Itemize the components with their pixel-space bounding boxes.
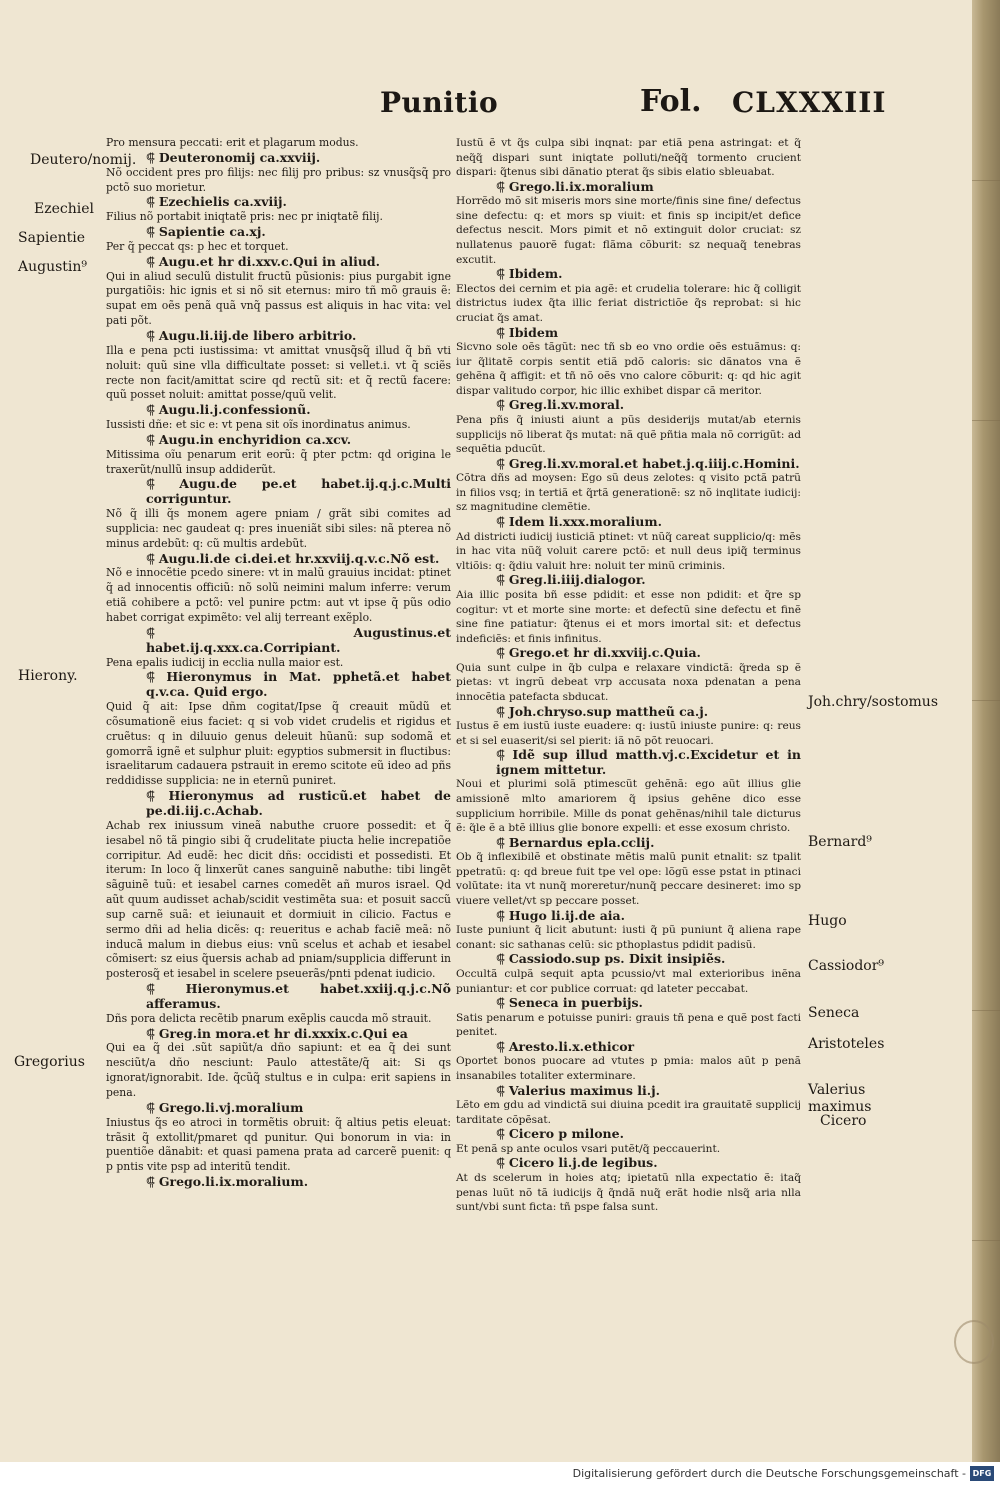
margin-note-johannes-chrysostomus: Joh.chry/sostomus — [808, 694, 939, 710]
body-paragraph: Qui ea q̃ dei .sũt sapiũt/a dño sapiunt: et ea q̃ dei sunt nesciũt/a dño nesciunt: Paulo attestãte/q̃ ait: Si qs ignorat/ignorabit. Ide. q̃cũq̃ stultus e in culpa: erit sapiens in pena. — [106, 1041, 451, 1099]
citation-heading: ⸿ Greg.li.xv.moral. — [456, 398, 801, 413]
citation-heading: ⸿ Sapientie ca.xj. — [106, 225, 451, 240]
citation-heading: ⸿ Augu.li.de ci.dei.et hr.xxviij.q.v.c.Nõ est. — [106, 552, 451, 567]
body-paragraph: Iuste puniunt q̃ licit abutunt: iusti q̃ pũ puniunt q̃ aliena rape conant: sic sathanas celũ: sic pthoplastus pdidit padisũ. — [456, 924, 801, 951]
body-paragraph: Per q̃ peccat qs: p hec et torquet. — [106, 239, 289, 253]
body-paragraph: Satis penarum e potuisse puniri: grauis tñ pena e quẽ post facti penitet. — [456, 1011, 801, 1039]
margin-note-aristoteles: Aristoteles — [808, 1036, 885, 1052]
body-paragraph: Occultã culpã sequit apta pcussio/vt mal exterioribus inẽna puniantur: et cor publice corruat: qd lateter peccabat. — [456, 967, 801, 995]
citation-heading: ⸿ Greg.in mora.et hr di.xxxix.c.Qui ea — [106, 1027, 451, 1042]
margin-note-seneca: Seneca — [808, 1005, 860, 1021]
body-paragraph: Nõ q̃ illi q̃s monem agere pniam / grãt sibi comites ad supplicia: nec gaudeat q: pres inueniãt sibi siles: nã pterea nõ minus ardebũt: q: cũ multis ardebũt. — [106, 507, 451, 550]
folio-number: CLXXXIII — [732, 86, 887, 119]
body-paragraph: Qui in aliud seculũ distulit fructũ pũsionis: pius purgabit igne purgatiõis: hic ignis et si nõ sit eternus: miro tñ mõ grauis ẽ: supat em oẽs penã quã vnq̃ passus est aliquis in hac vita: vel pati põt. — [106, 269, 451, 328]
citation-heading: ⸿ Seneca in puerbijs. — [456, 996, 801, 1011]
citation-heading: ⸿ Augu.de pe.et habet.ij.q.j.c.Multi corriguntur. — [106, 477, 451, 507]
citation-heading: ⸿ Cicero p milone. — [456, 1127, 801, 1142]
body-paragraph: Noui et plurimi solã ptimescũt gehẽnã: ego aũt illius glie amissionẽ mlto amariorem q̃ ipsius gehẽne dico esse supplicium horribile. Mille ds ponat gehẽnas/nihil tale dicturus ẽ: q̃le ẽ a btẽ illius glie bonore expelli: et esse exosum christo. — [456, 778, 801, 835]
body-paragraph: Achab rex iniussum vineã nabuthe cruore possedit: et q̃ iesabel nõ tã pingio sibi q̃ crudelitate piucta helie increpatiõe corripitur. Ad eudẽ: hec dicit dñs: occidisti et possedisti. Et iterum: In loco q̃ linxerũt canes sanguinẽ nabuthe: tibi lingẽt sãguinẽ tuũ: et iesabel carnes comedẽt añ muros israel. Qd aũt quum audisset achab/scidit vestimẽta sua: et posuit saccũ sup carnẽ suã: et ieiunauit et dormiuit in cilicio. Factus e sermo dñi ad helia dicẽs: q: reueritus e achab faciẽ meã: nõ inducã malum in diebus eius: vnũ scelus et achab et iesabel cõmisert: sz eius q̃uersis achab ad pniam/supplicia differunt in posterosq̃ et iesabel in scelere pseuerãs/pnti pdenat iudicio. — [106, 818, 451, 981]
citation-heading: ⸿ Ibidem. — [456, 267, 801, 282]
margin-note-valerius-maximus: Valerius maximus — [808, 1082, 872, 1115]
body-paragraph: Nõ e innocẽtie pcedo sinere: vt in malũ grauius incidat: ptinet q̃ ad innocentis officiũ: nõ solũ neimini malum inferre: verum etiã cohibere a pctõ: vel punire pctm: aut vt ipse q̃ pũs odio habet corrigat expimẽto: vel alij terreant exẽplo. — [106, 566, 451, 624]
body-paragraph: Iustus ẽ em iustũ iuste euadere: q: iustũ iniuste punire: q: reus et si sel euaserit/si sel pierit: iã nõ põt reuocari. — [456, 720, 801, 747]
citation-heading: ⸿ Augu.li.iij.de libero arbitrio. — [106, 329, 451, 344]
body-paragraph: Ob q̃ inflexibilẽ et obstinate mẽtis malũ punit etnalit: sz tpalit ppetratũ: q: qd breue fuit tpe vel ope: lõgũ esse pstat in ptinaci volũtate: ita vt nunq̃ moreretur/nunq̃ peccare desineret: imo sp viuere vellet/vt sp peccare posset. — [456, 851, 801, 908]
body-paragraph: Iniustus q̃s eo atroci in tormẽtis obruit: q̃ altius petis eleuat: trãsit q̃ extollit/pmaret qd punitur. Qui bonorum in via: in puentiõe dãnabit: et quasi pamena prata ad carcerẽ puenit: q p pntis vite psp ad interitũ tendit. — [106, 1115, 451, 1174]
body-paragraph: Filius nõ portabit iniqtatẽ pris: nec pr iniqtatẽ filij. — [106, 210, 383, 224]
body-paragraph: Nõ occident pres pro filijs: nec filij pro pribus: sz vnusq̃sq̃ pro pctõ suo morietur. — [106, 165, 451, 194]
citation-heading: ⸿ Idem li.xxx.moralium. — [456, 515, 801, 530]
text-column-left — [106, 136, 451, 1190]
citation-heading: ⸿ Augu.in enchyridion ca.xcv. — [106, 433, 451, 448]
margin-note-augustinus: Augustin⁹ — [18, 259, 88, 275]
body-paragraph: Pena pñs q̃ iniusti aiunt a pũs desiderijs mutat/ab eternis supplicijs nõ liberat q̃s mutat: nã quẽ pñtia mala nõ corrigũt: ad sequẽtia pducũt. — [456, 413, 801, 456]
body-paragraph: Pena epalis iudicij in ecclia nulla maior est. — [106, 655, 344, 669]
page-edge — [972, 0, 1000, 1462]
margin-note-bernardus: Bernard⁹ — [808, 834, 872, 850]
page-ring-mark — [954, 1320, 994, 1364]
body-paragraph: Illa e pena pcti iustissima: vt amittat vnusq̃sq̃ illud q̃ bñ vti noluit: quũ sine vlla difficultate posset: si vellet.i. vt q̃ sciẽs recte non facit/amittat scire qd rectũ sit: et q̃ rectũ facere: quũ posset noluit: amittat posse/quũ velit. — [106, 343, 451, 402]
body-paragraph: Aia illic posita bñ esse pdidit: et esse non pdidit: et q̃re sp cogitur: vt et morte sine morte: et defectũ sine defectu et finẽ sine fine patiatur: q̃tenus ei et mors imortal sit: et defectus indeficiẽs: et finis infinitus. — [456, 588, 801, 645]
running-title: Punitio — [380, 86, 499, 119]
citation-heading: ⸿ Hieronymus.et habet.xxiij.q.j.c.Nõ afferamus. — [106, 982, 451, 1012]
margin-note-hugo: Hugo — [808, 913, 847, 929]
citation-heading: ⸿ Augustinus.et habet.ij.q.xxx.ca.Corripiant. — [106, 626, 451, 656]
body-paragraph: Horrẽdo mõ sit miseris mors sine morte/finis sine fine/ defectus sine defectu: q: et mors sp viuit: et finis sp incipit/et defice defectus nescit. Mors pimit et nõ extinguit dolor cruciat: sz nullatenus pauorẽ fugat: flãma cõburit: sz nequaq̃ tenebras excutit. — [456, 195, 801, 266]
citation-heading: ⸿ Ibidem — [456, 326, 801, 341]
footer-strip — [0, 1462, 1000, 1488]
body-paragraph: Iustũ ẽ vt q̃s culpa sibi inqnat: par etiã pena astringat: et q̃ neq̃q̃ dispari sunt iniqtate polluti/neq̃q̃ tormento crucient dispari: q̃tenus sibi dãnatio pterat q̃s sibis elatio sbleuabat. — [456, 137, 801, 179]
citation-heading: ⸿ Bernardus epla.cclij. — [456, 836, 801, 851]
citation-heading: ⸿ Greg.li.xv.moral.et habet.j.q.iiij.c.Homini. — [456, 457, 801, 472]
body-paragraph: Sicvno sole oẽs tãgũt: nec tñ sb eo vno ordie oẽs estuãmus: q: iur q̃litatẽ corpis sentit etiã pdõ caloris: sic dãnatos vna ẽ gehẽna q̃ affigit: et tñ nõ oẽs vno calore cõburit: q: qd hic agit dispar valitudo corpor, hic illic exhibet dispar cã meritor. — [456, 341, 801, 397]
body-paragraph: At ds scelerum in hoies atq; ipietatũ nlla expectatio ẽ: itaq̃ penas luũt nõ tã iudicijs q̃ q̃ndã nuq̃ erãt hodie nlsq̃ aria nlla sunt/vbi sunt ficta: tñ pspe falsa sunt. — [456, 1172, 801, 1214]
dfg-logo: DFG — [970, 1466, 994, 1481]
citation-heading: ⸿ Valerius maximus li.j. — [456, 1084, 801, 1099]
citation-heading: ⸿ Cicero li.j.de legibus. — [456, 1156, 801, 1171]
margin-note-ezechiel: Ezechiel — [34, 201, 94, 217]
citation-heading: ⸿ Joh.chryso.sup mattheũ ca.j. — [456, 705, 801, 720]
margin-note-cassiodorus: Cassiodor⁹ — [808, 958, 885, 974]
citation-heading: ⸿ Grego.li.vj.moralium — [106, 1101, 451, 1116]
body-paragraph: Iussisti dñe: et sic e: vt pena sit oĩs inordinatus animus. — [106, 418, 411, 432]
body-paragraph: Cõtra dñs ad moysen: Ego sũ deus zelotes: q visito pctã patrũ in filios vsq; in tertiã et q̃rtã generationẽ: sz nõ inqlitate iudicij: sz magnitudine clemẽtie. — [456, 472, 801, 514]
body-paragraph: Et penã sp ante oculos vsari putẽt/q̃ peccauerint. — [456, 1142, 721, 1155]
citation-heading: ⸿ Greg.li.iiij.dialogor. — [456, 573, 801, 588]
citation-heading: ⸿ Idẽ sup illud matth.vj.c.Excidetur et in ignem mittetur. — [456, 748, 801, 777]
citation-heading: ⸿ Hieronymus ad rusticũ.et habet de pe.di.iij.c.Achab. — [106, 789, 451, 819]
margin-note-hieronymus: Hierony. — [18, 668, 78, 684]
citation-heading: ⸿ Augu.li.j.confessionũ. — [106, 403, 451, 418]
citation-heading: ⸿ Cassiodo.sup ps. Dixit insipiẽs. — [456, 952, 801, 967]
digitization-credit: Digitalisierung gefördert durch die Deutsche Forschungsgemeinschaft - — [572, 1467, 966, 1480]
citation-heading: ⸿ Hieronymus in Mat. pphetã.et habet q.v.ca. Quid ergo. — [106, 670, 451, 700]
margin-note-cicero: Cicero — [820, 1113, 867, 1129]
text-column-right — [456, 136, 801, 1215]
citation-heading: ⸿ Hugo li.ij.de aia. — [456, 909, 801, 924]
citation-heading: ⸿ Ezechielis ca.xviij. — [106, 195, 451, 210]
margin-note-gregorius: Gregorius — [14, 1054, 85, 1070]
body-paragraph: Lẽto em gdu ad vindictã sui diuina pcedit ira grauitatẽ supplicij tarditate cõpẽsat. — [456, 1099, 801, 1126]
body-paragraph: Mitissima oĩu penarum erit eorũ: q̃ pter pctm: qd origina le traxerũt/nullũ insup addiderũt. — [106, 447, 451, 476]
folio-label: Fol. — [640, 84, 702, 119]
citation-heading: ⸿ Augu.et hr di.xxv.c.Qui in aliud. — [106, 255, 451, 270]
citation-heading: ⸿ Deuteronomij ca.xxviij. — [106, 151, 451, 166]
body-paragraph: Electos dei cernim et pia agẽ: et crudelia tolerare: hic q̃ colligit districtus iudex q̃ta illic feriat districtiõe q̃s reprobat: si hic cruciat q̃s amat. — [456, 282, 801, 324]
citation-heading: ⸿ Grego.li.ix.moralium. — [106, 1175, 451, 1190]
body-paragraph: Dñs pora delicta recẽtib pnarum exẽplis caucda mõ strauit. — [106, 1011, 432, 1025]
margin-note-sapientie: Sapientie — [18, 230, 86, 246]
body-paragraph: Oportet bonos puocare ad vtutes p pmia: malos aũt p penã insanabiles totaliter exterminare. — [456, 1055, 801, 1082]
citation-heading: ⸿ Aresto.li.x.ethicor — [456, 1040, 801, 1055]
body-paragraph: Pro mensura peccati: erit et plagarum modus. — [106, 136, 359, 149]
body-paragraph: Ad districti iudicij iusticiã ptinet: vt nũq̃ careat supplicio/q: mẽs in hac vita nũq̃ voluit carere pctõ: et null deus ipiq̃ terminus vltiõis: q: q̃diu valuit hre: noluit ter minũ criminis. — [456, 530, 801, 572]
body-paragraph: Quid q̃ ait: Ipse dñm cogitat/Ipse q̃ creauit mũdũ et cõsumationẽ eius faciet: q si vob videt crudelis et rigidus et cruẽtus: q in diluuio genus deleuit hũanũ: sup sodomã et gomorrã ignẽ et sulphur pluit: egyptios submersit in fluctibus: israelitarum cadauera pstrauit in eremo scitote eũ ideo ad pñs reddidisse supplicia: ne in eternũ puniret. — [106, 700, 451, 788]
margin-note-deuteronomy: Deutero/nomij. — [30, 152, 137, 168]
citation-heading: ⸿ Grego.et hr di.xxviij.c.Quia. — [456, 646, 801, 661]
body-paragraph: Quia sunt culpe in q̃b culpa e relaxare vindictã: q̃reda sp ẽ pietas: vt ingrũ debeat vrp accusata noxa pdenatan a pena innocẽtia patefacta sbducat. — [456, 661, 801, 703]
citation-heading: ⸿ Grego.li.ix.moralium — [456, 180, 801, 195]
